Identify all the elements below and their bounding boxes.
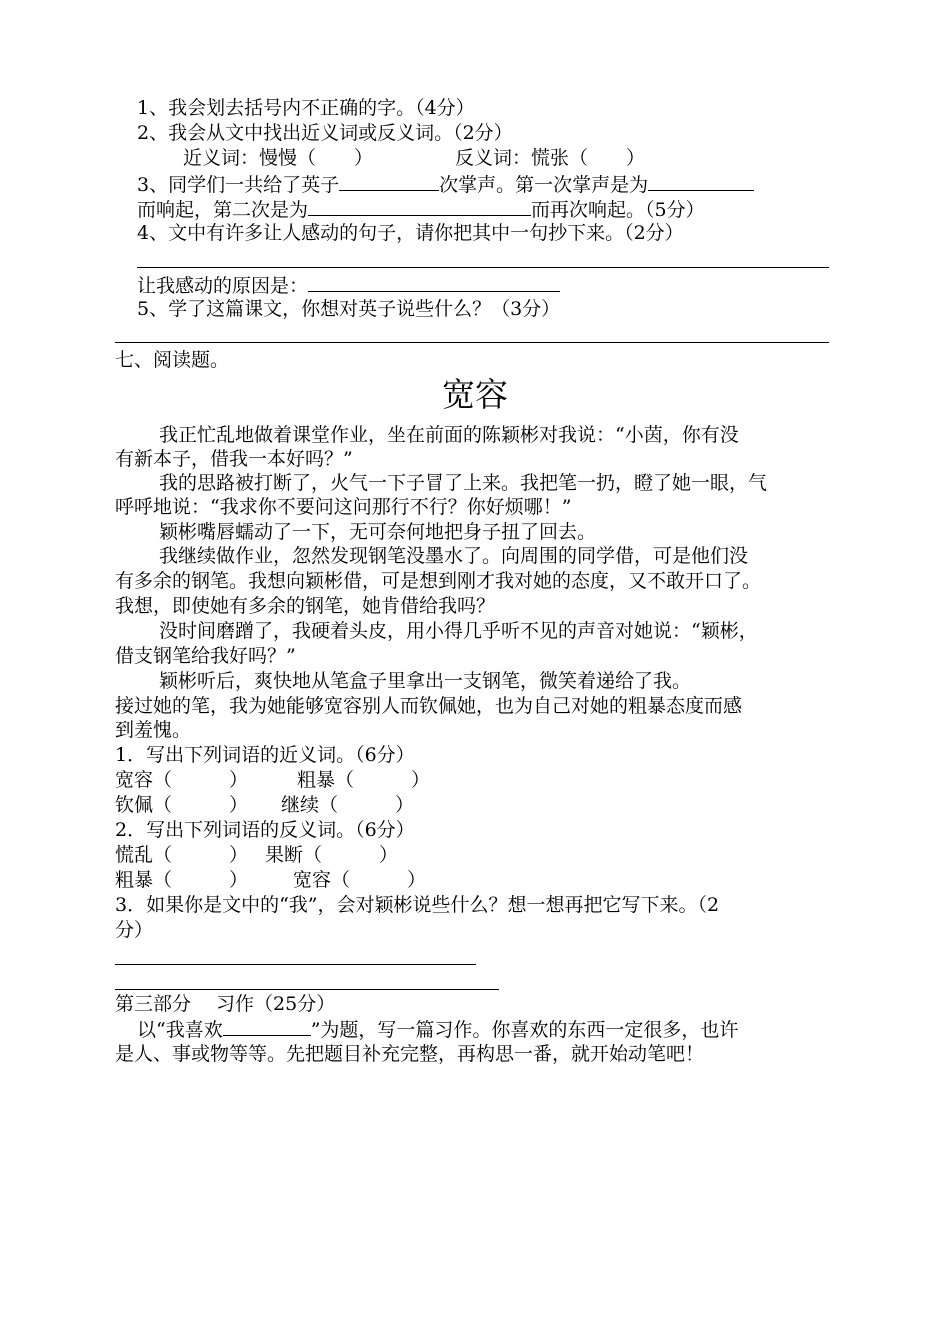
passage-line: 有新本子，借我一本好吗？” bbox=[115, 448, 353, 470]
composition-prompt-line-2: 是人、事或物等等。先把题目补充完整，再构思一番，就开始动笔吧！ bbox=[115, 1043, 705, 1065]
synonym-prompt: 近义词：慢慢（ ） bbox=[183, 147, 374, 169]
answer-blank[interactable] bbox=[339, 172, 439, 191]
synonym-item[interactable]: 钦佩（ ） bbox=[115, 794, 249, 816]
reading-question-3: 3．如果你是文中的“我”，会对颖彬说些什么？想一想再把它写下来。（2 bbox=[115, 894, 720, 916]
passage-line: 到羞愧。 bbox=[115, 719, 192, 741]
question-3-text-a: 3、同学们一共给了英子 bbox=[137, 174, 340, 196]
antonym-prompt: 反义词：慌张（ ） bbox=[455, 147, 646, 169]
section-heading: 七、阅读题。 bbox=[115, 349, 230, 371]
synonym-item[interactable]: 宽容（ ） bbox=[115, 769, 249, 791]
answer-blank[interactable] bbox=[308, 273, 560, 292]
answer-blank[interactable] bbox=[308, 197, 531, 216]
passage-line: 接过她的笔，我为她能够宽容别人而钦佩她，也为自己对她的粗暴态度而感 bbox=[115, 695, 743, 717]
question-1: 1、我会划去括号内不正确的字。（4分） bbox=[137, 97, 475, 119]
synonym-item[interactable]: 继续（ ） bbox=[281, 794, 415, 816]
question-4-reason-label: 让我感动的原因是： bbox=[137, 275, 309, 297]
antonym-item[interactable]: 宽容（ ） bbox=[293, 869, 427, 891]
composition-prompt-a: 以“我喜欢 bbox=[137, 1019, 223, 1041]
answer-line[interactable] bbox=[137, 267, 829, 268]
passage-line: 我想，即使她有多余的钢笔，她肯借给我吗？ bbox=[115, 595, 496, 617]
reading-question-3-cont: 分） bbox=[115, 919, 154, 941]
question-3-line-1 bbox=[137, 172, 754, 198]
composition-prompt-b: ”为题，写一篇习作。你喜欢的东西一定很多，也许 bbox=[310, 1019, 739, 1041]
reading-question-1: 1．写出下列词语的近义词。（6分） bbox=[115, 744, 415, 766]
passage-line: 呼呼地说：“我求你不要问这问那行不行？你好烦哪！” bbox=[115, 496, 572, 518]
antonym-item[interactable]: 果断（ ） bbox=[265, 844, 399, 866]
passage-line: 没时间磨蹭了，我硬着头皮，用小得几乎听不见的声音对她说：“颖彬， bbox=[159, 620, 758, 642]
passage-line: 有多余的钢笔。我想向颖彬借，可是想到刚才我对她的态度，又不敢开口了。 bbox=[115, 570, 762, 592]
passage-line: 借支钢笔给我好吗？” bbox=[115, 645, 296, 667]
answer-blank[interactable] bbox=[648, 172, 754, 191]
passage-line: 颖彬嘴唇蠕动了一下，无可奈何地把身子扭了回去。 bbox=[159, 521, 597, 543]
title-blank[interactable] bbox=[223, 1017, 311, 1036]
antonym-item[interactable]: 慌乱（ ） bbox=[115, 844, 249, 866]
passage-line: 我的思路被打断了，火气一下子冒了上来。我把笔一扔，瞪了她一眼，气 bbox=[159, 472, 768, 494]
question-3-text-b: 次掌声。第一次掌声是为 bbox=[439, 174, 649, 196]
question-5: 5、学了这篇课文，你想对英子说些什么？（3分） bbox=[137, 298, 561, 320]
question-4: 4、文中有许多让人感动的句子，请你把其中一句抄下来。（2分） bbox=[137, 222, 684, 244]
synonym-item[interactable]: 粗暴（ ） bbox=[297, 769, 431, 791]
antonym-item[interactable]: 粗暴（ ） bbox=[115, 869, 249, 891]
composition-prompt bbox=[137, 1017, 738, 1043]
question-4-reason bbox=[137, 273, 560, 299]
reading-question-2: 2．写出下列词语的反义词。（6分） bbox=[115, 819, 415, 841]
passage-line: 颖彬听后，爽快地从笔盒子里拿出一支钢笔，微笑着递给了我。 bbox=[159, 670, 692, 692]
question-2: 2、我会从文中找出近义词或反义词。（2分） bbox=[137, 122, 513, 144]
question-3-text-d: 而再次响起。（5分） bbox=[531, 199, 705, 221]
answer-line[interactable] bbox=[115, 964, 476, 965]
answer-line[interactable] bbox=[115, 342, 829, 343]
passage-title: 宽容 bbox=[442, 375, 508, 414]
passage-line: 我继续做作业，忽然发现钢笔没墨水了。向周围的同学借，可是他们没 bbox=[159, 545, 749, 567]
answer-line[interactable] bbox=[115, 989, 499, 990]
part-3-heading: 第三部分 习作（25分） bbox=[115, 993, 336, 1015]
question-3-line-2 bbox=[137, 197, 705, 223]
passage-line: 我正忙乱地做着课堂作业，坐在前面的陈颖彬对我说：“小茵，你有没 bbox=[159, 424, 739, 446]
question-3-text-c: 而响起，第二次是为 bbox=[137, 199, 309, 221]
